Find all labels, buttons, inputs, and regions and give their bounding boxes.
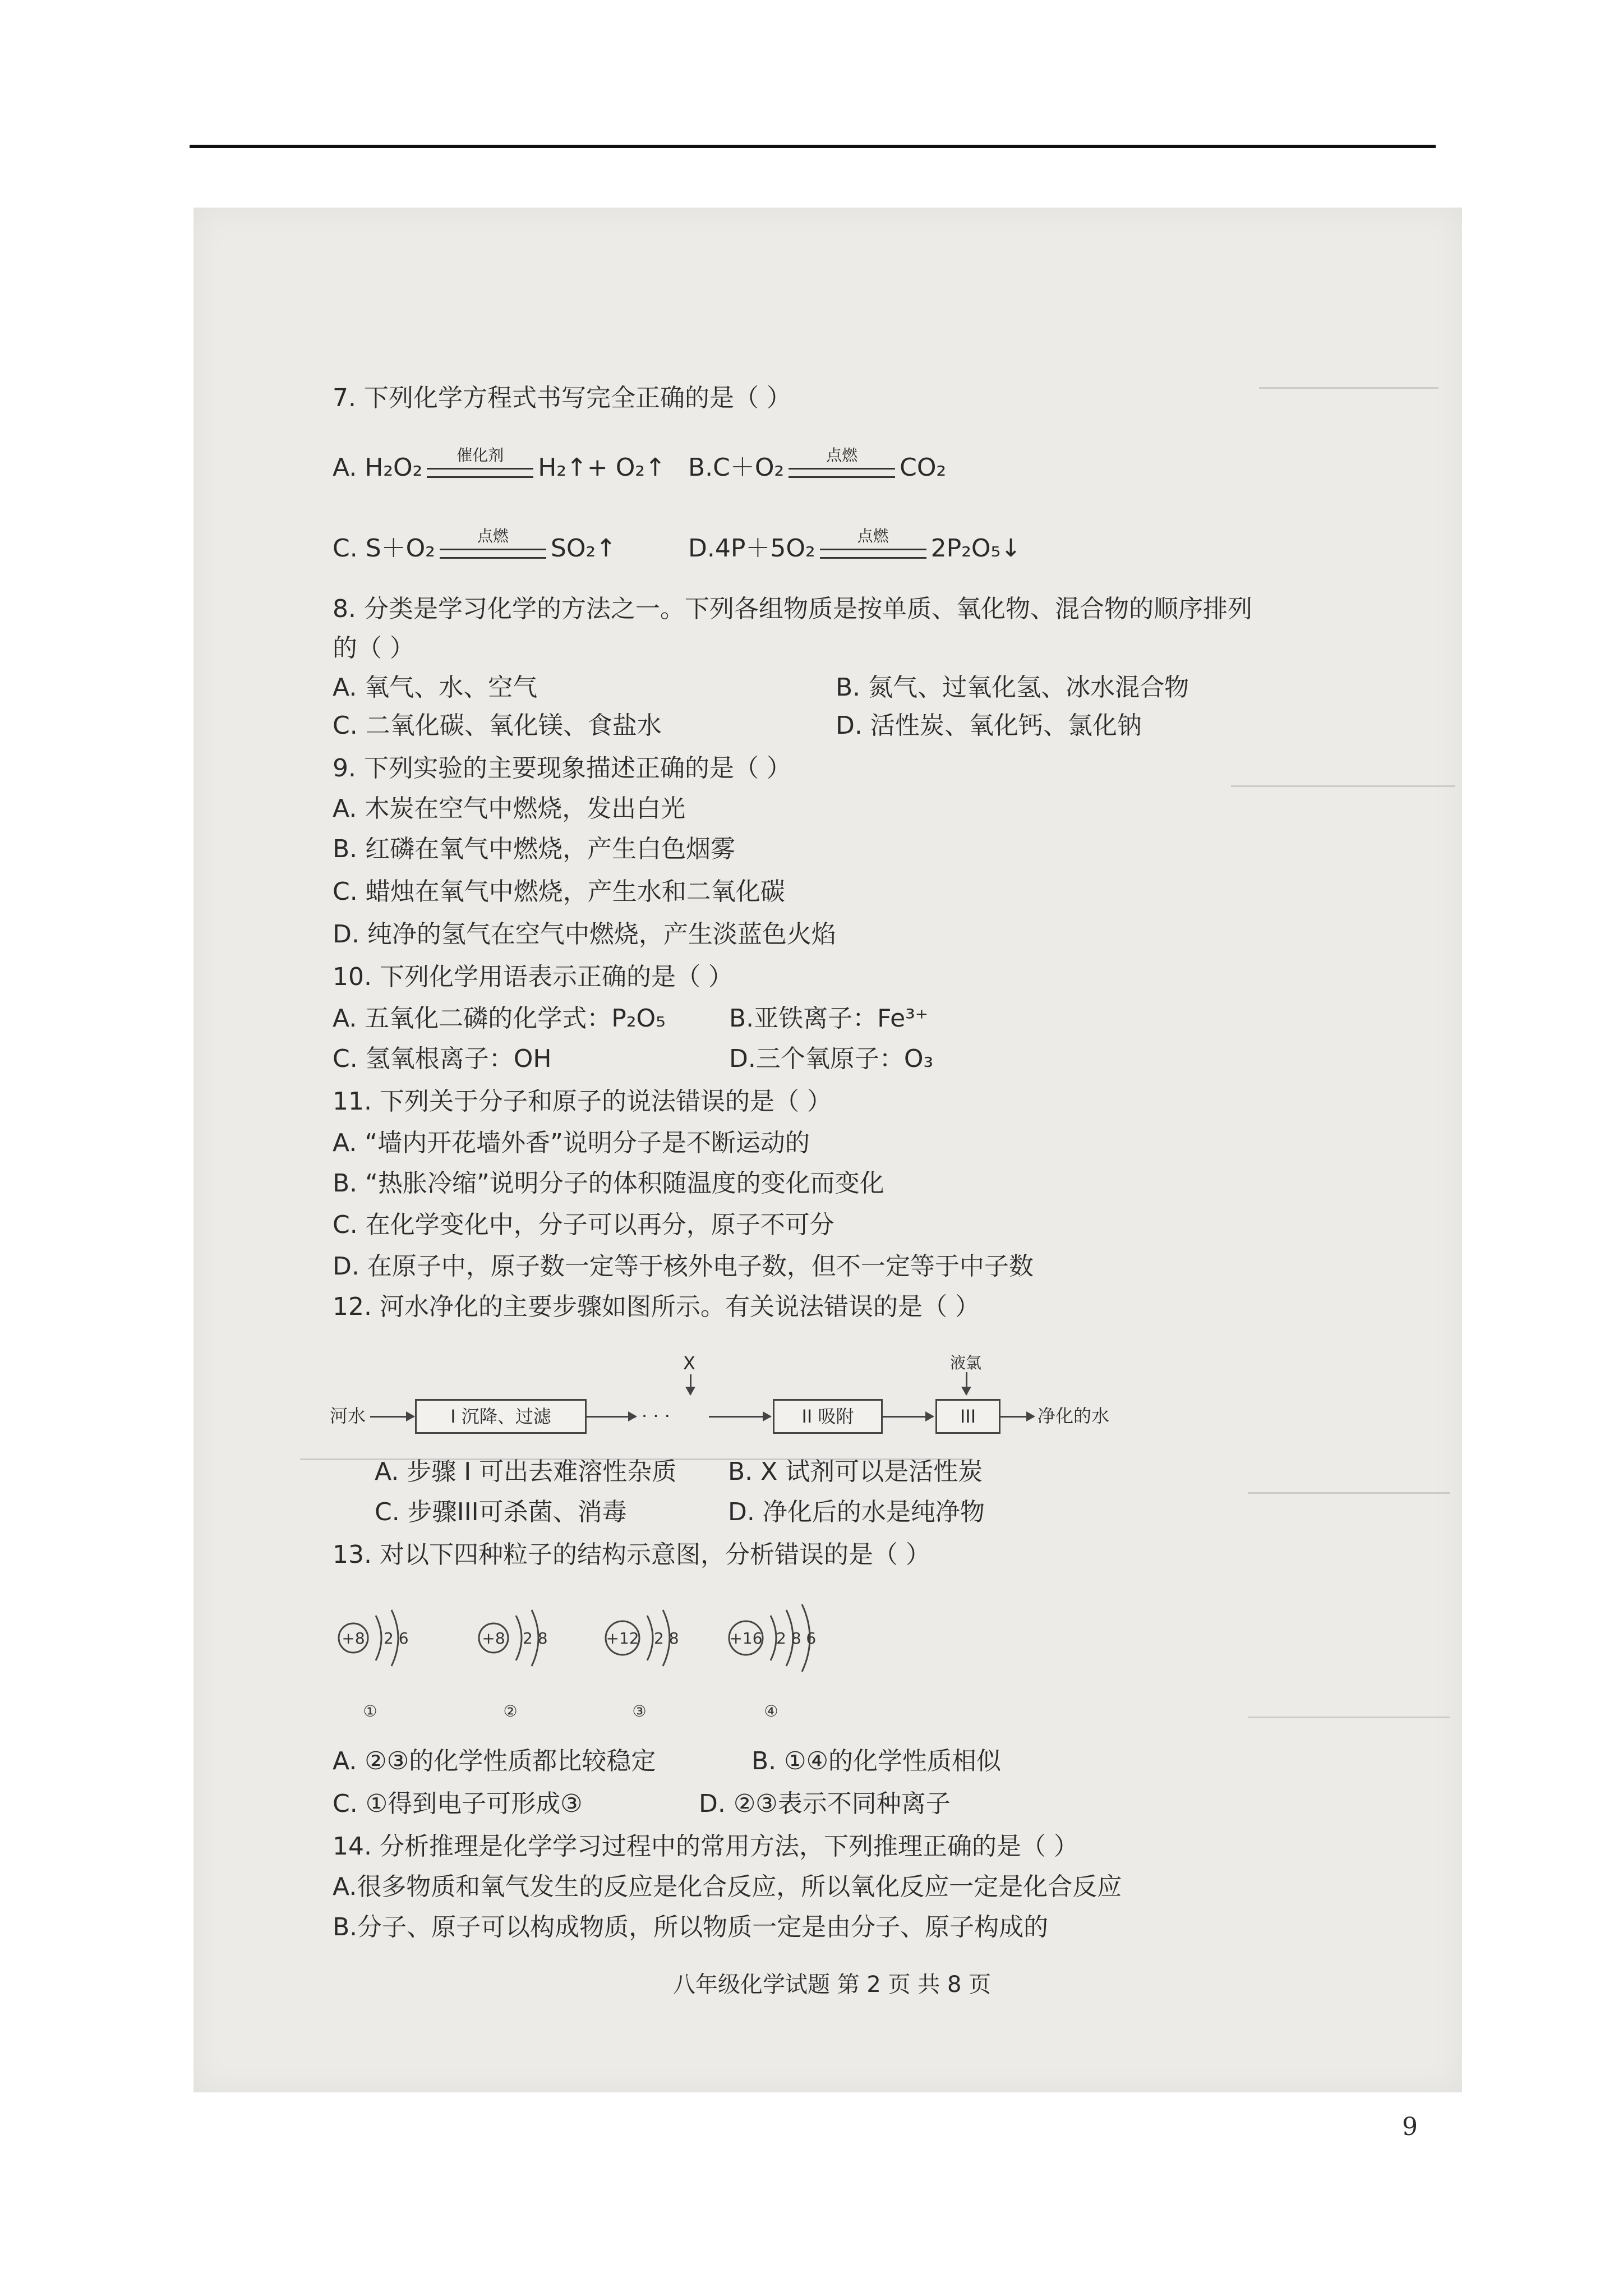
equation-arrow: [427, 446, 533, 485]
flow-arrow: [882, 1416, 933, 1418]
particle-3: [606, 1610, 679, 1720]
diagram-x-reagent: X: [683, 1352, 695, 1374]
particle-1-nucleus: +8: [342, 1629, 365, 1648]
bleed-through-mark: [1248, 1492, 1450, 1494]
q7-b-left: B.C＋O₂: [688, 453, 785, 482]
diagram-step2-box: II 吸附: [773, 1399, 883, 1434]
flow-arrow: [370, 1416, 414, 1418]
bleed-through-mark: [1259, 387, 1438, 389]
q7-c-right: SO₂↑: [550, 534, 616, 563]
q7-d-condition: 点燃: [857, 527, 889, 545]
q8-option-c: C. 二氧化碳、氧化镁、食盐水: [333, 711, 662, 740]
diagram-liquid-chlorine: 液氯: [950, 1354, 982, 1372]
particle-3-label: ③: [632, 1702, 647, 1720]
q13-stem: 13. 对以下四种粒子的结构示意图，分析错误的是（ ）: [333, 1540, 930, 1569]
top-rule: [190, 145, 1436, 148]
q10-option-d: D.三个氧原子：O₃: [729, 1045, 934, 1073]
particle-2-label: ②: [503, 1702, 518, 1720]
bleed-through-mark: [1248, 1717, 1450, 1718]
particle-2-nucleus: +8: [482, 1629, 505, 1648]
water-purification-diagram: [330, 1352, 1182, 1470]
q9-option-c: C. 蜡烛在氧气中燃烧，产生水和二氧化碳: [333, 877, 785, 906]
q11-stem: 11. 下列关于分子和原子的说法错误的是（ ）: [333, 1087, 832, 1116]
particle-4: [729, 1604, 816, 1720]
q11-option-b: B. “热胀冷缩”说明分子的体积随温度的变化而变化: [333, 1169, 884, 1198]
q7-a-right: H₂↑+ O₂↑: [538, 453, 666, 482]
equation-arrow: [789, 446, 895, 485]
particle-1-label: ①: [363, 1702, 377, 1720]
q7-d-left: D.4P＋5O₂: [688, 534, 815, 563]
q7-b-right: CO₂: [900, 453, 947, 482]
diagram-step3-box: III: [935, 1399, 1000, 1434]
q8-stem-line2: 的（ ）: [333, 634, 414, 662]
q8-option-a: A. 氧气、水、空气: [333, 673, 538, 702]
q12-option-a: A. 步骤 I 可出去难溶性杂质: [375, 1457, 677, 1486]
q7-option-a: [333, 446, 666, 485]
diagram-river-water: 河水: [330, 1405, 366, 1427]
q7-option-d: [688, 527, 1021, 565]
q10-option-c: C. 氢氧根离子：OH: [333, 1045, 552, 1073]
q14-option-b: B.分子、原子可以构成物质，所以物质一定是由分子、原子构成的: [333, 1913, 1049, 1941]
q8-option-d: D. 活性炭、氧化钙、氯化钠: [836, 711, 1142, 740]
q13-option-a: A. ②③的化学性质都比较稳定: [333, 1747, 656, 1775]
q7-a-left: A. H₂O₂: [333, 453, 423, 482]
particle-1-shells: 2 6: [384, 1629, 409, 1648]
reagent-arrow: [690, 1374, 691, 1395]
particle-2: [479, 1610, 548, 1720]
particle-4-shells: 2 8 6: [776, 1629, 817, 1648]
q7-d-right: 2P₂O₅↓: [930, 534, 1021, 563]
q12-stem: 12. 河水净化的主要步骤如图所示。有关说法错误的是（ ）: [333, 1292, 980, 1321]
particle-structure-diagrams: [325, 1593, 942, 1728]
q14-stem: 14. 分析推理是化学学习过程中的常用方法，下列推理正确的是（ ）: [333, 1832, 1078, 1861]
q11-option-a: A. “墙内开花墙外香”说明分子是不断运动的: [333, 1129, 810, 1157]
flow-arrow: [999, 1416, 1034, 1418]
q7-option-c: [333, 527, 616, 565]
q12-option-c: C. 步骤III可杀菌、消毒: [375, 1498, 627, 1526]
q9-option-a: A. 木炭在空气中燃烧，发出白光: [333, 794, 686, 823]
diagram-ellipsis: · · ·: [642, 1405, 670, 1427]
q10-option-a: A. 五氧化二磷的化学式：P₂O₅: [333, 1004, 666, 1033]
q7-option-b: [688, 446, 947, 485]
particle-1: [339, 1610, 409, 1720]
q13-option-d: D. ②③表示不同种离子: [699, 1789, 951, 1818]
page-footer: 八年级化学试题 第 2 页 共 8 页: [673, 1972, 992, 1998]
q12-option-d: D. 净化后的水是纯净物: [728, 1498, 985, 1526]
q9-option-b: B. 红磷在氧气中燃烧，产生白色烟雾: [333, 835, 736, 863]
particle-2-shells: 2 8: [523, 1629, 548, 1648]
q7-stem: 7. 下列化学方程式书写完全正确的是（ ）: [333, 384, 791, 412]
q11-option-c: C. 在化学变化中，分子可以再分，原子不可分: [333, 1211, 834, 1239]
equation-arrow: [820, 527, 926, 565]
page-number: 9: [1402, 2113, 1418, 2141]
particle-4-label: ④: [764, 1702, 778, 1720]
diagram-output-water: 净化的水: [1038, 1405, 1110, 1427]
bleed-through-mark: [1231, 785, 1455, 787]
q7-c-condition: 点燃: [477, 527, 509, 545]
particle-3-shells: 2 8: [654, 1629, 679, 1648]
q14-option-a: A.很多物质和氧气发生的反应是化合反应，所以氧化反应一定是化合反应: [333, 1872, 1122, 1901]
q7-b-condition: 点燃: [826, 446, 858, 464]
diagram-step1-box: I 沉降、过滤: [415, 1399, 587, 1434]
q9-stem: 9. 下列实验的主要现象描述正确的是（ ）: [333, 754, 791, 783]
q10-stem: 10. 下列化学用语表示正确的是（ ）: [333, 963, 733, 991]
q7-a-condition: 催化剂: [457, 446, 504, 464]
particle-3-nucleus: +12: [606, 1629, 639, 1648]
q11-option-d: D. 在原子中，原子数一定等于核外电子数，但不一定等于中子数: [333, 1252, 1034, 1281]
q9-option-d: D. 纯净的氢气在空气中燃烧，产生淡蓝色火焰: [333, 920, 836, 949]
q7-c-left: C. S＋O₂: [333, 534, 435, 563]
q12-option-b: B. X 试剂可以是活性炭: [728, 1457, 983, 1486]
q8-option-b: B. 氮气、过氧化氢、冰水混合物: [836, 673, 1189, 702]
q13-option-b: B. ①④的化学性质相似: [751, 1747, 1002, 1775]
q8-stem-line1: 8. 分类是学习化学的方法之一。下列各组物质是按单质、氧化物、混合物的顺序排列: [333, 595, 1252, 623]
flow-arrow: [585, 1416, 636, 1418]
particle-4-nucleus: +16: [729, 1629, 763, 1648]
q13-option-c: C. ①得到电子可形成③: [333, 1789, 583, 1818]
flow-arrow: [709, 1416, 771, 1418]
equation-arrow: [440, 527, 546, 565]
reagent-arrow: [966, 1372, 967, 1395]
q10-option-b: B.亚铁离子：Fe³⁺: [729, 1004, 929, 1033]
